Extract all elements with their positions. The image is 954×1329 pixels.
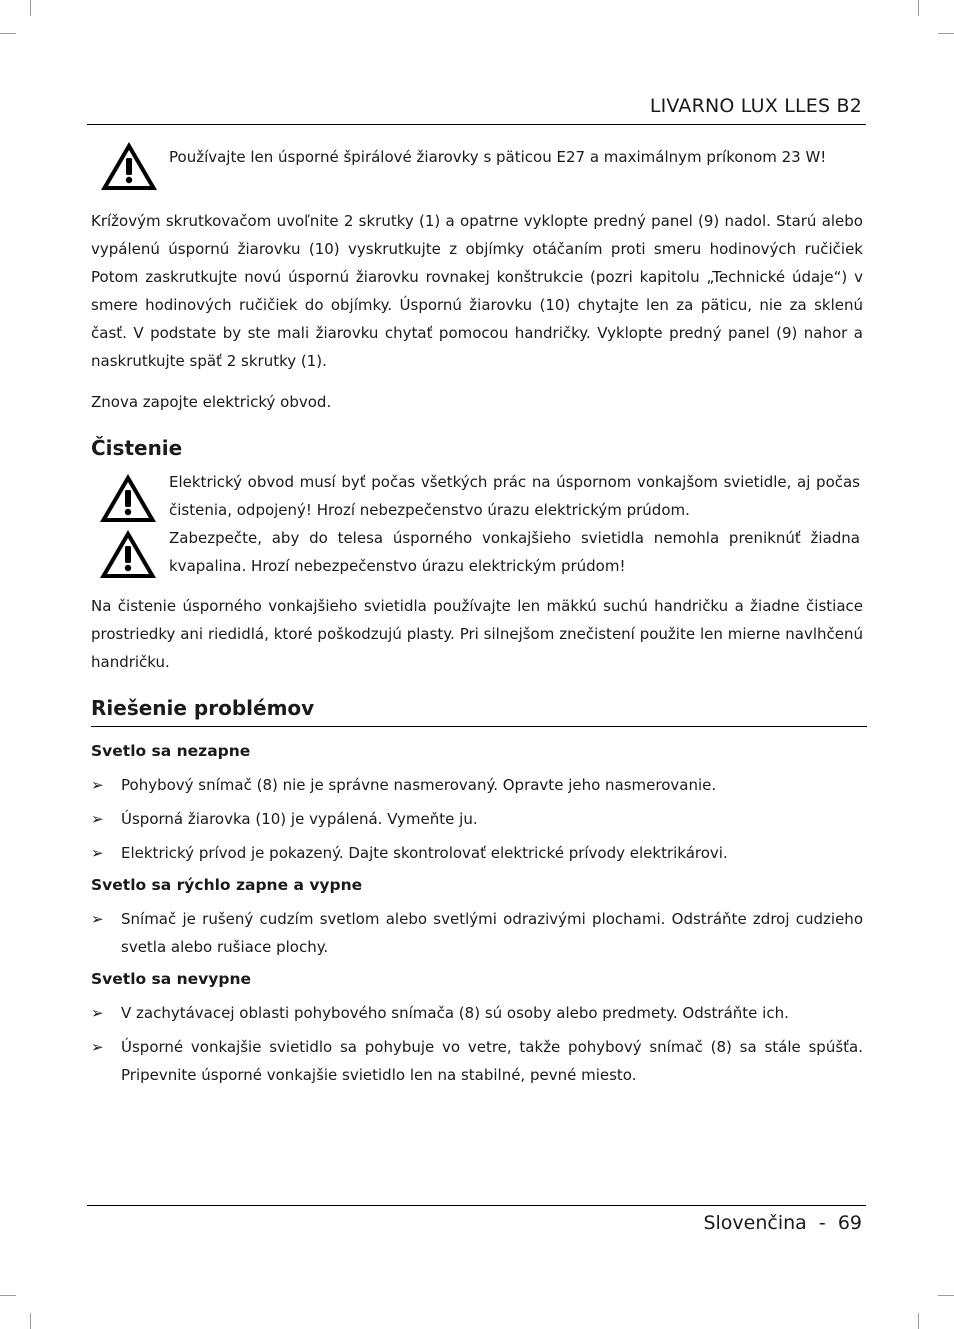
- warning-triangle-icon: [98, 472, 158, 524]
- arrow-bullet-icon: ➢: [91, 810, 104, 828]
- replace-bulb-paragraph: Krížovým skrutkovačom uvoľnite 2 skrutky (1) a opatrne vyklopte predný panel (9) nadol. Starú alebo vypálenú úspornú žiarovku (10) vyskrutkujte z objímky otáčaním proti smeru hodinových ručičiek Potom zaskrutkujte novú úspornú žiarovku rovnakej konštrukcie (pozri kapitolu „Technické údaje“) v smere hodinových ručičiek do objímky. Úspornú žiarovku (10) chytajte len za päticu, nie za sklenú časť. V podstate by ste mali žiarovku chytať pomocou handričky. Vyklopte predný panel (9) nahor a naskrutkujte späť 2 skrutky (1).: [91, 212, 863, 370]
- warning-triangle-icon: [99, 140, 159, 192]
- arrow-bullet-icon: ➢: [91, 776, 104, 794]
- list-item: ➢ V zachytávacej oblasti pohybového snímača (8) sú osoby alebo predmety. Odstráňte ich.: [91, 999, 863, 1027]
- arrow-bullet-icon: ➢: [91, 844, 104, 862]
- page-footer: [87, 1205, 866, 1246]
- troubleshooting-heading: Riešenie problémov: [91, 694, 867, 727]
- document-title: LIVARNO LUX LLES B2: [649, 95, 862, 117]
- page-header: [87, 94, 866, 125]
- warning-text: Elektrický obvod musí byť počas všetkých prác na úspornom vonkajšom svietidle, aj počas čistenia, odpojený! Hrozí nebezpečenstvo úrazu elektrickým prúdom.: [169, 473, 860, 519]
- warning-bulb-type: [91, 140, 863, 193]
- section-title: Svetlo sa rýchlo zapne a vypne: [91, 876, 363, 894]
- crop-mark: [938, 33, 954, 34]
- section-title: Svetlo sa nevypne: [91, 970, 252, 988]
- cleaning-heading: Čistenie: [91, 436, 183, 460]
- cleaning-warnings: [91, 468, 863, 580]
- crop-mark: [30, 1313, 31, 1329]
- reconnect-paragraph: Znova zapojte elektrický obvod.: [91, 393, 332, 411]
- crop-mark: [0, 33, 16, 34]
- section-title: Svetlo sa nezapne: [91, 742, 251, 760]
- warning-text: Používajte len úsporné špirálové žiarovky s päticou E27 a maximálnym príkonom 23 W!: [169, 148, 827, 166]
- warning-triangle-icon: [98, 528, 158, 580]
- crop-mark: [918, 0, 919, 16]
- list-item: ➢ Úsporná žiarovka (10) je vypálená. Vymeňte ju.: [91, 805, 863, 833]
- arrow-bullet-icon: ➢: [91, 910, 104, 928]
- warning-text: Zabezpečte, aby do telesa úsporného vonkajšieho svietidla nemohla preniknúť žiadna kvapalina. Hrozí nebezpečenstvo úrazu elektrickým prúdom!: [169, 529, 860, 575]
- crop-mark: [918, 1313, 919, 1329]
- troubleshooting-section: [91, 965, 863, 1089]
- list-item: ➢ Elektrický prívod je pokazený. Dajte skontrolovať elektrické prívody elektrikárovi.: [91, 839, 863, 867]
- crop-mark: [938, 1295, 954, 1296]
- cleaning-paragraph: Na čistenie úsporného vonkajšieho svietidla používajte len mäkkú suchú handričku a žiadne čistiace prostriedky ani riedidlá, ktoré poškodzujú plasty. Pri silnejšom znečistení použite len mierne navlhčenú handričku.: [91, 597, 863, 671]
- arrow-bullet-icon: ➢: [91, 1004, 104, 1022]
- crop-mark: [30, 0, 31, 16]
- list-item: ➢ Snímač je rušený cudzím svetlom alebo svetlými odrazivými plochami. Odstráňte zdroj cudzieho svetla alebo rušiace plochy.: [91, 905, 863, 961]
- arrow-bullet-icon: ➢: [91, 1038, 104, 1056]
- troubleshooting-section: [91, 737, 863, 867]
- page-content: [91, 140, 863, 1089]
- list-item: ➢ Pohybový snímač (8) nie je správne nasmerovaný. Opravte jeho nasmerovanie.: [91, 771, 863, 799]
- list-item: ➢ Úsporné vonkajšie svietidlo sa pohybuje vo vetre, takže pohybový snímač (8) sa stále spúšťa. Pripevnite úsporné vonkajšie svietidlo len na stabilné, pevné miesto.: [91, 1033, 863, 1089]
- page-number: Slovenčina - 69: [703, 1212, 862, 1234]
- troubleshooting-section: [91, 871, 863, 961]
- crop-mark: [0, 1295, 16, 1296]
